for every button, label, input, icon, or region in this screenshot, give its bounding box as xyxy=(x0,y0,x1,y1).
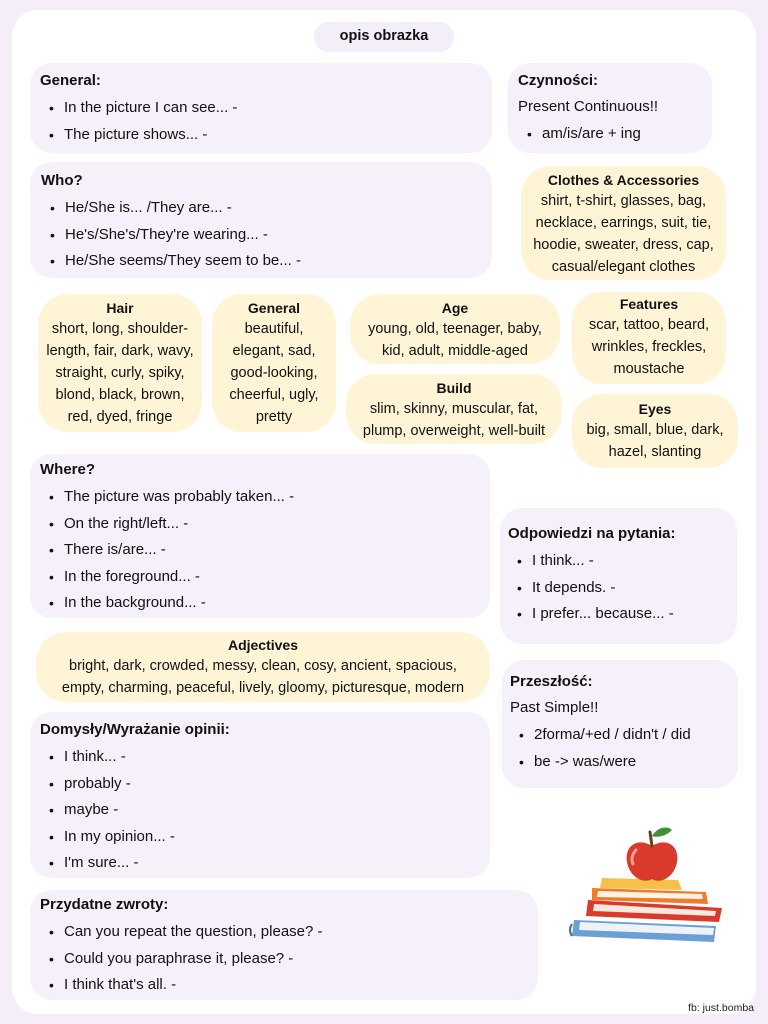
list-item: • On the right/left... - xyxy=(40,511,480,538)
list-item: • am/is/are + ing xyxy=(518,121,702,148)
eyes-card xyxy=(572,394,738,468)
adjectives-card xyxy=(36,632,490,702)
list-item: • In the foreground... - xyxy=(40,564,480,591)
domysly-section xyxy=(30,712,490,878)
clothes-card xyxy=(521,166,726,280)
przydatne-section xyxy=(30,890,538,1000)
features-card xyxy=(572,292,726,384)
card-heading: Eyes xyxy=(638,401,672,417)
general-section xyxy=(30,63,492,153)
apple-icon xyxy=(627,828,678,881)
list-item: • I think... - xyxy=(508,548,729,575)
przeszlosc-section xyxy=(502,660,738,788)
list-item: • He/She seems/They seem to be... - xyxy=(41,248,481,275)
hair-card xyxy=(38,294,202,432)
card-text: shirt, t-shirt, glasses, bag, necklace, earrings, suit, tie, hoodie, sweater, dress, cap, casual/elegant clothes xyxy=(533,193,714,275)
card-heading: General xyxy=(247,300,301,316)
list-item: • I think... - xyxy=(40,744,480,771)
build-card xyxy=(346,374,562,444)
list-item: • probably - xyxy=(40,771,480,798)
section-heading: Domysły/Wyrażanie opinii: xyxy=(40,721,230,738)
card-heading: Build xyxy=(436,380,472,396)
card-heading: Age xyxy=(441,300,469,316)
card-text: short, long, shoulder-length, fair, dark, wavy, straight, curly, spiky, blond, black, brown, red, dyed, fringe xyxy=(46,321,194,425)
footer-credit: fb: just.bomba xyxy=(688,1002,754,1014)
list-item: • maybe - xyxy=(40,797,480,824)
section-heading: Who? xyxy=(41,172,83,189)
blue-book-icon xyxy=(570,920,716,942)
list-item: • In the background... - xyxy=(40,590,480,617)
list-item: • I'm sure... - xyxy=(40,850,480,877)
list-item: • be -> was/were xyxy=(510,749,730,776)
section-text: Past Simple!! xyxy=(510,699,599,716)
card-text: big, small, blue, dark, hazel, slanting xyxy=(586,422,724,460)
card-text: slim, skinny, muscular, fat, plump, overweight, well-built xyxy=(362,401,546,439)
age-card xyxy=(350,294,560,364)
list-item: • I prefer... because... - xyxy=(508,601,729,628)
card-heading: Features xyxy=(619,296,679,312)
odpowiedzi-section xyxy=(500,508,737,644)
section-heading: Czynności: xyxy=(518,72,599,89)
card-text: scar, tattoo, beard, wrinkles, freckles, moustache xyxy=(588,317,710,377)
card-heading: Clothes & Accessories xyxy=(547,172,700,188)
section-heading: Przydatne zwroty: xyxy=(40,896,169,913)
list-item: • There is/are... - xyxy=(40,537,480,564)
general-look-card xyxy=(212,294,336,432)
card-text: beautiful, elegant, sad, good-looking, cheerful, ugly, pretty xyxy=(229,321,319,425)
section-text: Present Continuous!! xyxy=(518,98,659,115)
section-heading: Odpowiedzi na pytania: xyxy=(508,525,676,542)
where-section xyxy=(30,454,490,618)
list-item: • In my opinion... - xyxy=(40,824,480,851)
card-heading: Adjectives xyxy=(227,637,299,653)
list-item: • The picture was probably taken... - xyxy=(40,484,480,511)
list-item: • Could you paraphrase it, please? - xyxy=(40,946,528,973)
card-heading: Hair xyxy=(106,300,134,316)
who-section xyxy=(30,162,492,278)
list-item: • It depends. - xyxy=(508,575,729,602)
section-heading: Where? xyxy=(40,461,96,478)
card-text: young, old, teenager, baby, kid, adult, middle-aged xyxy=(368,321,542,359)
list-item: • In the picture I can see... - xyxy=(40,95,482,122)
list-item: • Can you repeat the question, please? - xyxy=(40,919,528,946)
section-heading: Przeszłość: xyxy=(510,673,593,690)
list-item: • The picture shows... - xyxy=(40,122,482,149)
page-title: opis obrazka xyxy=(314,22,454,52)
list-item: • I think that's all. - xyxy=(40,972,528,999)
card-text: bright, dark, crowded, messy, clean, cosy, ancient, spacious, empty, charming, peaceful, lively, gloomy, picturesque, modern xyxy=(61,658,465,696)
apple-on-books-icon xyxy=(566,822,728,952)
list-item: • He's/She's/They're wearing... - xyxy=(41,222,481,249)
czynnosci-section xyxy=(508,63,712,153)
section-heading: General: xyxy=(40,72,101,89)
list-item: • He/She is... /They are... - xyxy=(41,195,481,222)
list-item: • 2forma/+ed / didn't / did xyxy=(510,722,730,749)
